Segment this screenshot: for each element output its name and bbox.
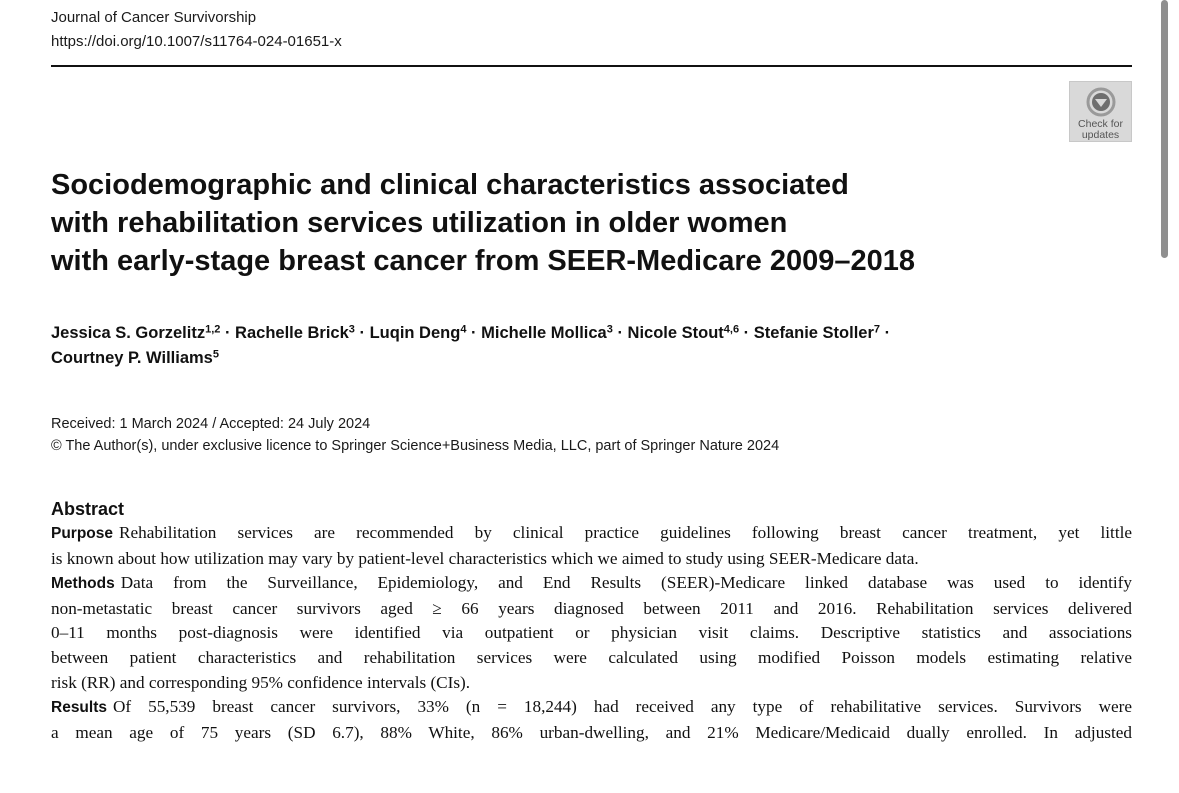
results-label: Results (51, 699, 107, 717)
author-affiliation: 7 (873, 323, 881, 336)
author-affiliation: 3 (348, 323, 355, 336)
abstract-text-line: Rehabilitation services are recommended by clinical practice guidelines following breast cancer treatment, yet little (119, 523, 1132, 542)
author-affiliation: 4 (460, 323, 467, 336)
vertical-scrollbar[interactable] (1161, 0, 1168, 258)
abstract-text-line: Data from the Surveillance, Epidemiology, and End Results (SEER)-Medicare linked database was used to identify (120, 573, 1132, 593)
abstract-text-line: risk (RR) and corresponding 95% confidence intervals (CIs). (51, 672, 471, 692)
author-affiliation: 1,2 (205, 323, 221, 336)
received-accepted-dates: Received: 1 March 2024 / Accepted: 24 July 2024 (51, 416, 371, 432)
title-line: with early-stage breast cancer from SEER-Medicare 2009–2018 (51, 245, 915, 277)
check-for-updates-badge[interactable] (1069, 81, 1132, 142)
author-name[interactable]: Jessica S. Gorzelitz (51, 324, 206, 342)
abstract-text-line: Of 55,539 breast cancer survivors, 33% (n = 18,244) had received any type of rehabilitative services. Survivors were (113, 697, 1132, 717)
title-line: Sociodemographic and clinical characteristics associated (51, 169, 849, 201)
author-name[interactable]: Courtney P. Williams (51, 349, 213, 367)
journal-name: Journal of Cancer Survivorship (51, 9, 257, 26)
abstract-text-line: is known about how utilization may vary by patient-level characteristics which we aimed to study using SEER-Medicare data. (51, 548, 919, 568)
check-for-updates-icon (1086, 87, 1116, 117)
header-rule (51, 65, 1132, 67)
author-name[interactable]: Luqin Deng (369, 324, 461, 342)
abstract-body (51, 521, 1132, 745)
abstract-text-line: 0–11 months post-diagnosis were identified via outpatient or physician visit claims. Descriptive statistics and associations (51, 623, 1132, 643)
abstract-text-line: between patient characteristics and rehabilitation services were calculated using modified Poisson models estimating relative (51, 647, 1132, 667)
methods-label: Methods (51, 575, 115, 593)
article-title (51, 166, 1011, 280)
author-name[interactable]: Nicole Stout (627, 324, 724, 342)
abstract-purpose (51, 521, 1132, 571)
author-name[interactable]: Stefanie Stoller (753, 324, 874, 342)
author-name[interactable]: Michelle Mollica (481, 324, 607, 342)
author-affiliation: 4,6 (723, 323, 740, 336)
abstract-text-line: a mean age of 75 years (SD 6.7), 88% White, 86% urban-dwelling, and 21% Medicare/Medicaid dually enrolled. In adjusted (51, 722, 1132, 742)
title-line: with rehabilitation services utilization in older women (51, 207, 788, 239)
author-affiliation: 5 (212, 348, 219, 361)
author-list: Jessica S. Gorzelitz$^{1,2}$ · Rachelle Brick$^3$ · Luqin Deng$^4$ · Michelle Mollica$^3$ · Nicole Stout$^{4,6}$ · Stefanie Stoller$^7$ · Courtney P. Williams$^5$ (51, 323, 891, 367)
check-for-updates-label: Check for updates (1078, 118, 1123, 141)
abstract-methods (51, 571, 1132, 695)
abstract-text-line: non-metastatic breast cancer survivors aged ≥ 66 years diagnosed between 2011 and 2016. Rehabilitation services delivered (51, 598, 1132, 618)
author-affiliation: 3 (606, 323, 613, 336)
abstract-heading: Abstract (51, 499, 125, 519)
doi-link[interactable]: https://doi.org/10.1007/s11764-024-01651-x (51, 33, 342, 50)
purpose-label: Purpose (51, 525, 114, 542)
author-name[interactable]: Rachelle Brick (235, 324, 349, 342)
copyright-notice: © The Author(s), under exclusive licence to Springer Science+Business Media, LLC, part of Springer Nature 2024 (51, 438, 780, 454)
abstract-results (51, 695, 1132, 745)
